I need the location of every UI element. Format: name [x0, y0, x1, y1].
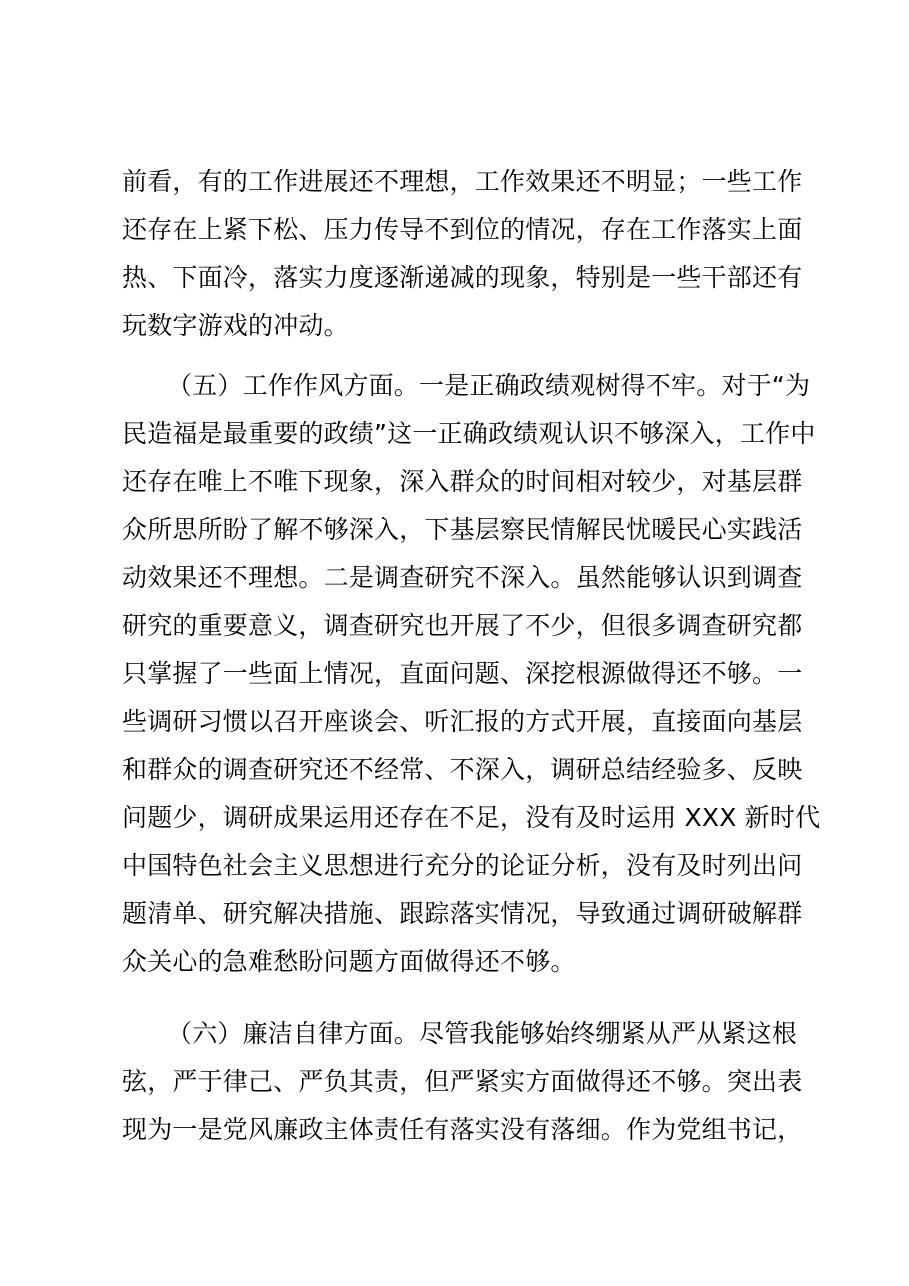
text-line: 中国特色社会主义思想进行充分的论证分析，没有及时列出问: [122, 851, 803, 880]
text-line: 动效果还不理想。二是调查研究不深入。虽然能够认识到调查: [122, 563, 803, 592]
text-line: 众关心的急难愁盼问题方面做得还不够。: [122, 947, 576, 976]
text-line: （五）工作作风方面。一是正确政绩观树得不牢。对于“为: [167, 371, 811, 400]
text-line: 还存在唯上不唯下现象，深入群众的时间相对较少，对基层群: [122, 467, 803, 496]
text-line: 热、下面冷，落实力度逐渐递减的现象，特别是一些干部还有: [122, 263, 803, 292]
text-line: 还存在上紧下松、压力传导不到位的情况，存在工作落实上面: [122, 215, 803, 244]
text-line: 问题少，调研成果运用还存在不足，没有及时运用 XXX 新时代: [122, 803, 821, 832]
text-line: 只掌握了一些面上情况，直面问题、深挖根源做得还不够。一: [122, 659, 803, 688]
text-line: 弦，严于律己、严负其责，但严紧实方面做得还不够。突出表: [122, 1067, 803, 1096]
paragraph-continuation: [122, 158, 802, 350]
paragraph-integrity: [122, 1010, 802, 1154]
paragraph-work-style: [122, 362, 821, 986]
text-line: 和群众的调查研究还不经常、不深入，调研总结经验多、反映: [122, 755, 803, 784]
text-line: 前看，有的工作进展还不理想，工作效果还不明显；一些工作: [122, 167, 803, 196]
text-line: 众所思所盼了解不够深入，下基层察民情解民忧暖民心实践活: [122, 515, 803, 544]
text-line: 研究的重要意义，调查研究也开展了不少，但很多调查研究都: [122, 611, 803, 640]
text-line: 民造福是最重要的政绩”这一正确政绩观认识不够深入，工作中: [122, 419, 816, 448]
text-line: （六）廉洁自律方面。尽管我能够始终绷紧从严从紧这根: [167, 1019, 798, 1048]
text-line: 些调研习惯以召开座谈会、听汇报的方式开展，直接面向基层: [122, 707, 803, 736]
text-line: 题清单、研究解决措施、跟踪落实情况，导致通过调研破解群: [122, 899, 803, 928]
text-line: 玩数字游戏的冲动。: [122, 311, 349, 340]
text-line: 现为一是党风廉政主体责任有落实没有落细。作为党组书记，: [122, 1115, 803, 1144]
